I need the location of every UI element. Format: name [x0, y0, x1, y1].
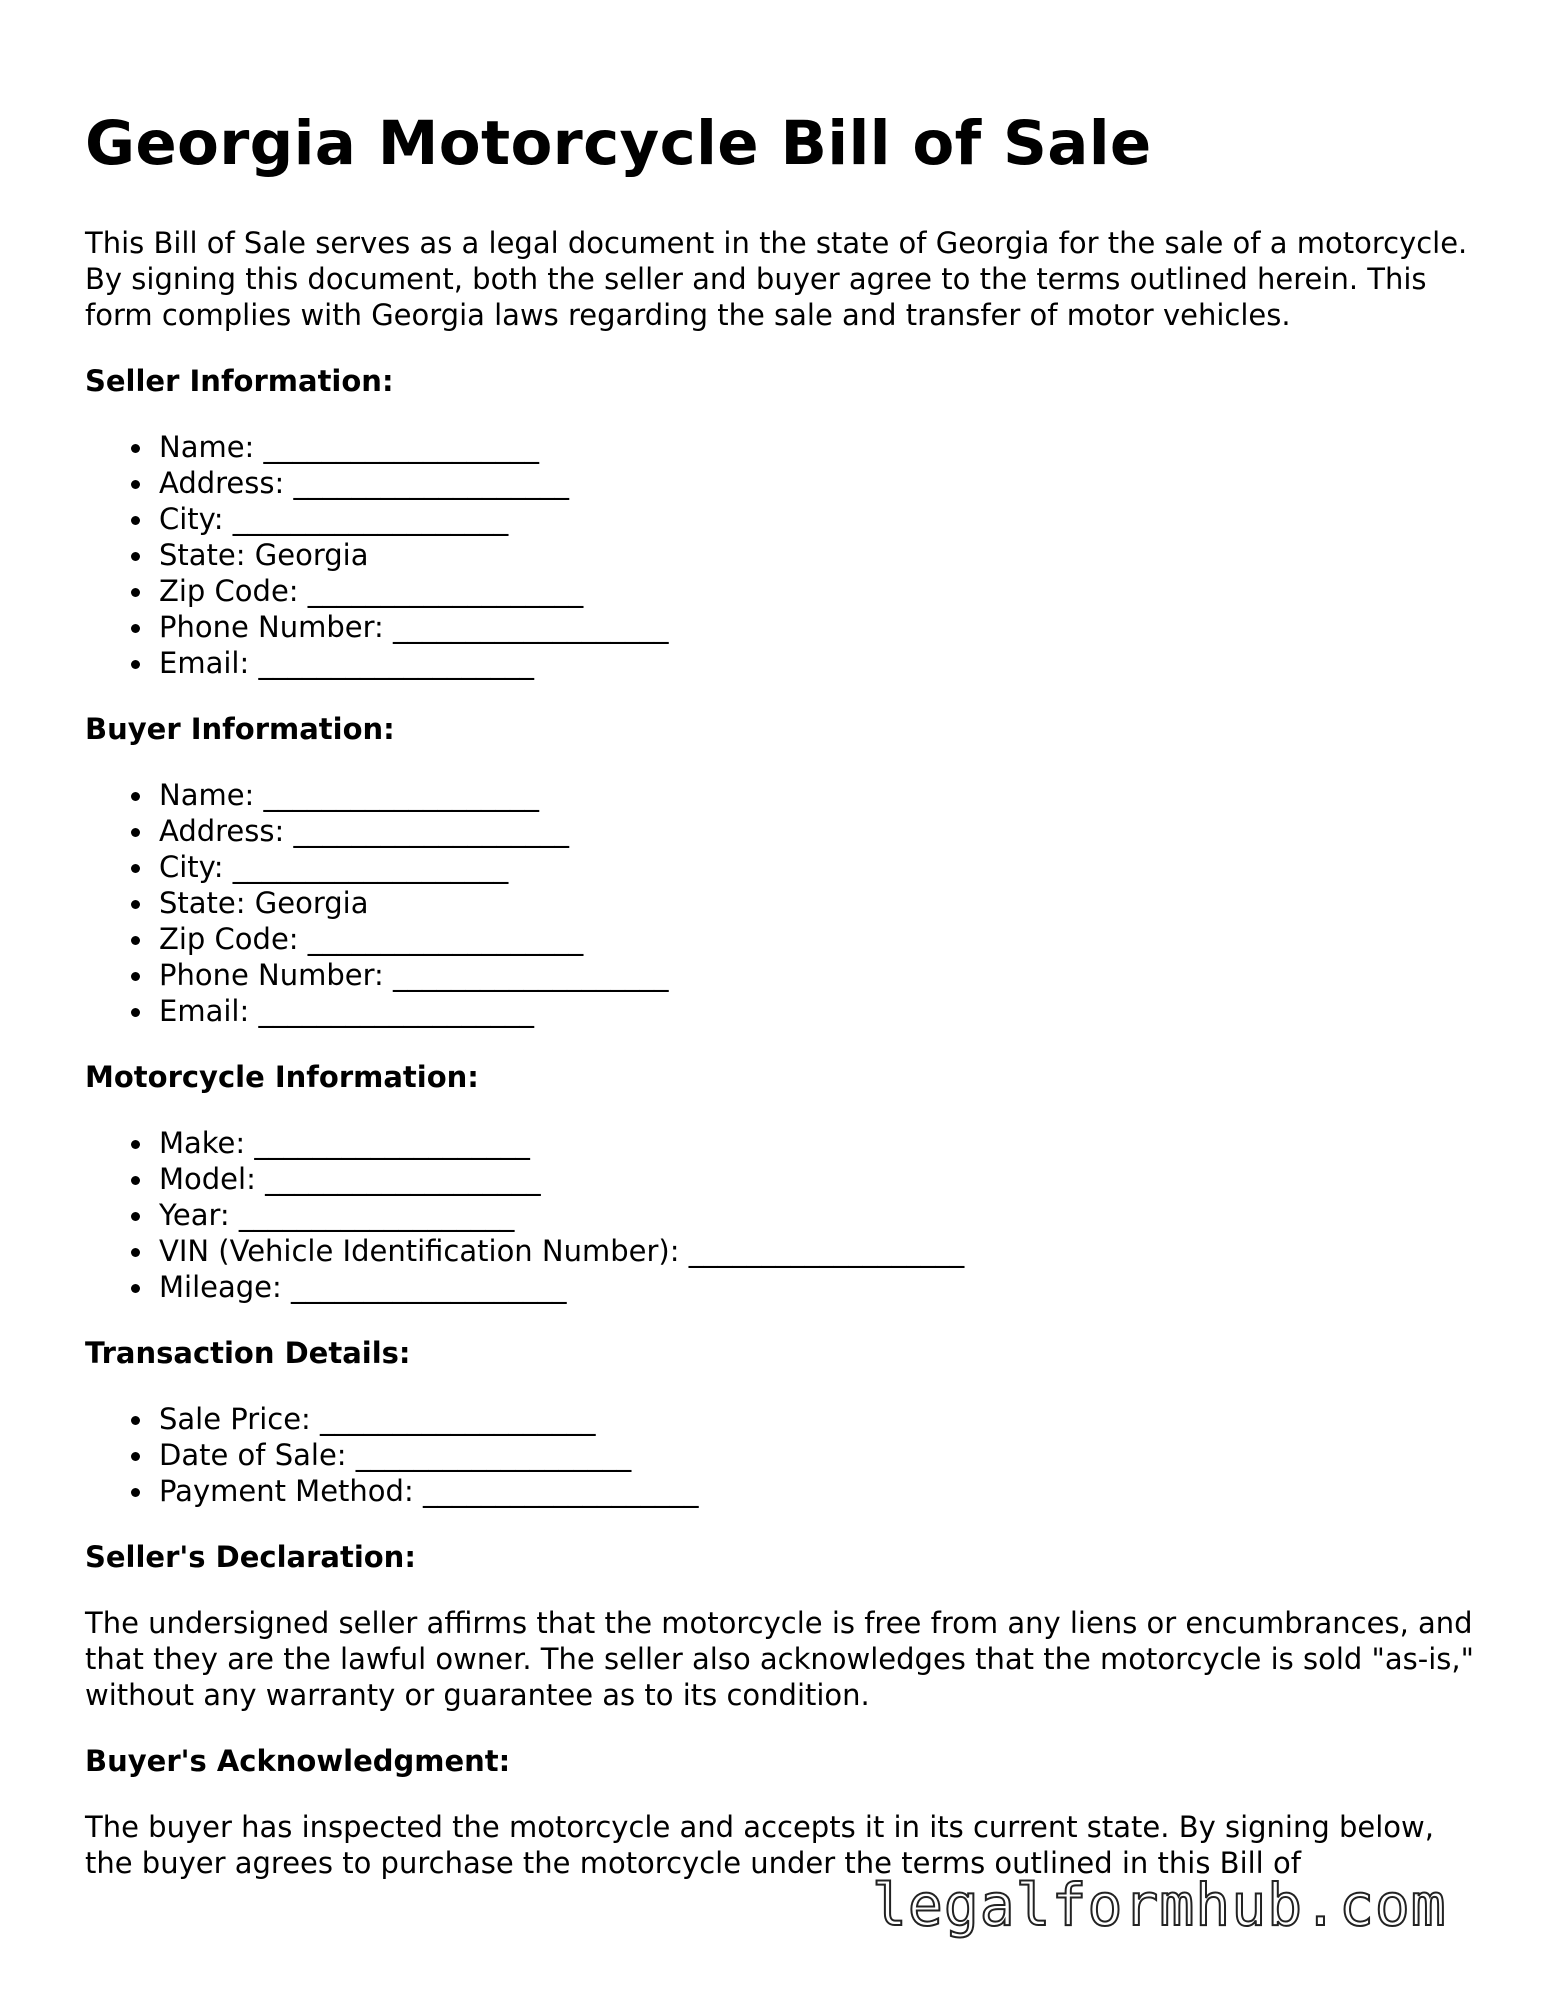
field-label: Email: — [159, 646, 250, 680]
field-value: ___________________ — [258, 646, 534, 680]
motorcycle-vin-field[interactable] — [159, 1233, 1475, 1269]
buyer-field-list — [85, 777, 1475, 1029]
seller-field-list — [85, 429, 1475, 681]
field-label: Payment Method: — [159, 1474, 414, 1508]
field-value: ___________________ — [232, 502, 509, 536]
field-label: State: — [159, 538, 246, 572]
field-value: ___________________ — [293, 814, 569, 848]
watermark-text: legalformhub.com — [872, 1871, 1447, 1939]
buyer-email-field[interactable] — [159, 993, 1475, 1029]
field-label: City: — [159, 850, 224, 884]
field-label: City: — [159, 502, 224, 536]
field-label: Make: — [159, 1126, 246, 1160]
field-label: VIN (Vehicle Identification Number): — [159, 1234, 680, 1268]
field-label: Phone Number: — [159, 958, 384, 992]
field-label: Mileage: — [159, 1270, 282, 1304]
transaction-field-list — [85, 1401, 1475, 1509]
field-value: ___________________ — [293, 466, 569, 500]
field-label: Model: — [159, 1162, 256, 1196]
field-label: Zip Code: — [159, 574, 299, 608]
watermark-logo — [872, 1870, 1447, 1940]
buyer-heading: Buyer Information: — [85, 712, 395, 746]
seller-phone-field[interactable] — [159, 609, 1475, 645]
field-value: ___________________ — [265, 1162, 541, 1196]
buyer-name-field[interactable] — [159, 777, 1475, 813]
intro-paragraph: This Bill of Sale serves as a legal document in the state of Georgia for the sale of a motorcycle. By signing this document, both the seller and buyer agree to the terms outlined herein. This form complies with Georgia laws regarding the sale and transfer of motor vehicles. — [85, 226, 1468, 332]
motorcycle-heading: Motorcycle Information: — [85, 1060, 479, 1094]
seller-city-field[interactable] — [159, 501, 1475, 537]
motorcycle-model-field[interactable] — [159, 1161, 1475, 1197]
buyer-city-field[interactable] — [159, 849, 1475, 885]
seller-declaration-text: The undersigned seller affirms that the motorcycle is free from any liens or encumbrances, and that they are the lawful owner. The seller also acknowledges that the motorcycle is sold "as-is," without any warranty or guarantee as to its condition. — [85, 1606, 1474, 1712]
field-value: ___________________ — [263, 778, 540, 812]
field-label: Email: — [159, 994, 250, 1028]
field-value: ___________________ — [307, 922, 584, 956]
buyer-acknowledgment-text: The buyer has inspected the motorcycle and accepts it in its current state. By signing below, the buyer agrees to purchase the motorcycle under the terms outlined in this Bill of — [85, 1810, 1434, 1880]
field-label: Name: — [159, 430, 255, 464]
payment-method-field[interactable] — [159, 1473, 1475, 1509]
field-label: Year: — [159, 1198, 230, 1232]
field-value: Georgia — [254, 538, 369, 572]
field-label: Phone Number: — [159, 610, 384, 644]
motorcycle-year-field[interactable] — [159, 1197, 1475, 1233]
seller-email-field[interactable] — [159, 645, 1475, 681]
document-title: Georgia Motorcycle Bill of Sale — [85, 108, 1152, 179]
field-value: ___________________ — [688, 1234, 965, 1268]
date-of-sale-field[interactable] — [159, 1437, 1475, 1473]
field-value: ___________________ — [307, 574, 584, 608]
seller-state-field — [159, 537, 1475, 573]
seller-name-field[interactable] — [159, 429, 1475, 465]
seller-heading: Seller Information: — [85, 364, 394, 398]
field-value: ___________________ — [238, 1198, 515, 1232]
field-value: ___________________ — [254, 1126, 530, 1160]
buyer-acknowledgment-heading: Buyer's Acknowledgment: — [85, 1744, 511, 1778]
field-label: Zip Code: — [159, 922, 299, 956]
field-label: Address: — [159, 466, 285, 500]
field-value: ___________________ — [263, 430, 540, 464]
field-label: Date of Sale: — [159, 1438, 347, 1472]
field-value: ___________________ — [422, 1474, 699, 1508]
field-label: Sale Price: — [159, 1402, 311, 1436]
document-page — [85, 105, 1475, 1911]
field-value: ___________________ — [320, 1402, 596, 1436]
field-value: ___________________ — [258, 994, 534, 1028]
buyer-state-field — [159, 885, 1475, 921]
field-label: Name: — [159, 778, 255, 812]
field-value: Georgia — [254, 886, 369, 920]
field-value: ___________________ — [291, 1270, 567, 1304]
field-value: ___________________ — [393, 958, 669, 992]
transaction-heading: Transaction Details: — [85, 1336, 411, 1370]
buyer-phone-field[interactable] — [159, 957, 1475, 993]
motorcycle-make-field[interactable] — [159, 1125, 1475, 1161]
field-value: ___________________ — [355, 1438, 632, 1472]
field-label: State: — [159, 886, 246, 920]
seller-address-field[interactable] — [159, 465, 1475, 501]
field-label: Address: — [159, 814, 285, 848]
motorcycle-field-list — [85, 1125, 1475, 1305]
seller-declaration-heading: Seller's Declaration: — [85, 1540, 416, 1574]
seller-zip-field[interactable] — [159, 573, 1475, 609]
sale-price-field[interactable] — [159, 1401, 1475, 1437]
field-value: ___________________ — [393, 610, 669, 644]
buyer-zip-field[interactable] — [159, 921, 1475, 957]
motorcycle-mileage-field[interactable] — [159, 1269, 1475, 1305]
buyer-address-field[interactable] — [159, 813, 1475, 849]
field-value: ___________________ — [232, 850, 509, 884]
